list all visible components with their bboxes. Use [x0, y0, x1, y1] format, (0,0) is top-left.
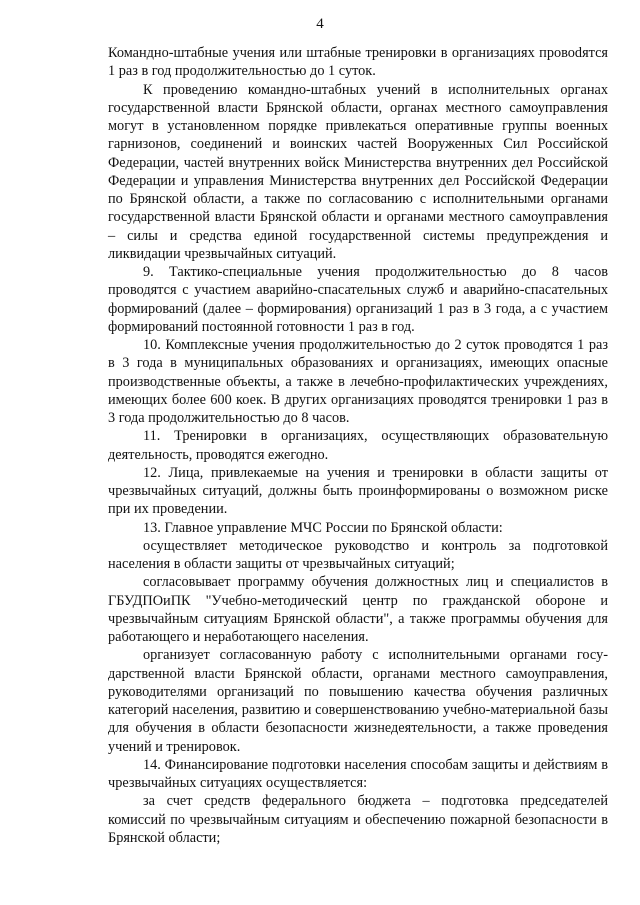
- paragraph-item-14: 14. Финансирование подготовки населения способам защиты и действиям в чрезвычайных ситуациях осуществляется:: [108, 756, 608, 791]
- paragraph-item-9: 9. Тактико-специальные учения продолжительностью до 8 часов проводятся с участием аварийно-спасательных служб и аварийно-спасательных формирований (далее – формирования) организаций 1 раз в 3 года, а с участием формирований постоянной готовности 1 раз в год.: [108, 264, 608, 335]
- paragraph-item-14-federal-budget: за счет средств федерального бюджета – подготовка председателей комиссий по чрезвычайным ситуациям и обеспечению пожарной безопасности в Брянской области;: [108, 793, 608, 846]
- paragraph-item-12: 12. Лица, привлекаемые на учения и тренировки в области защиты от чрезвычайных ситуаций, должны быть проинформированы о возможном риске при их проведении.: [108, 464, 608, 518]
- paragraph-item-13-methodical-guidance: осуществляет методическое руководство и контроль за подготовкой населения в области защиты от чрезвычайных ситуаций;: [108, 537, 608, 572]
- paragraph-command-staff-participants: К проведению командно-штабных учений в исполнительных органах государственной власти Брянской области, органах местного самоуправления могут в установленном порядке привлекаться оперативные группы военных гарнизонов, соединений и воинских частей Вооруженных Сил Российской Федерации, частей внутренних войск Министерства внутренних дел Российской Федерации и управления Министерства внутренних дел Российской Федерации по Брянской области, а также по согласованию с исполнительными органами государственной власти Брянской области и органами местного самоуправления – силы и средства единой государственной системы предупреждения и ликвидации чрезвычайных ситуаций.: [108, 81, 608, 262]
- paragraph-item-11: 11. Тренировки в организациях, осуществляющих образовательную деятельность, проводятся ежегодно.: [108, 428, 608, 463]
- paragraph-item-10: 10. Комплексные учения продолжительностью до 2 суток проводятся 1 раз в 3 года в муниципальных образованиях и организациях, имеющих опасные производственные объекты, а также в лечебно-профилактических учреждениях, имеющих более 600 коек. В других организациях проводятся тренировки 1 раз в 3 года продолжительностью до 8 часов.: [108, 337, 608, 426]
- page-number: 4: [316, 16, 324, 32]
- paragraph-item-13: 13. Главное управление МЧС России по Брянской области:: [143, 519, 503, 536]
- document-body: [108, 44, 608, 847]
- paragraph-command-staff-exercises: Командно-штабные учения или штабные тренировки в организациях провоdятся 1 раз в год продолжительностью до 1 суток.: [108, 45, 608, 80]
- paragraph-item-13-program-approval: согласовывает программу обучения должностных лиц и специалистов в ГБУДПОиПК "Учебно-методический центр по гражданской обороне и чрезвычайным ситуациям Брянской области", а также программы обучения для работающего и неработающего населения.: [108, 574, 608, 645]
- paragraph-item-13-coordination: организует согласованную работу с исполнительными органами государственной власти Брянской области, органами местного самоуправления, руководителями организаций по повышению качества обучения различных категорий населения, развитию и совершенствованию учебно-материальной базы для обучения в области безопасности жизнедеятельности, а также проведения учений и тренировок.: [108, 647, 608, 755]
